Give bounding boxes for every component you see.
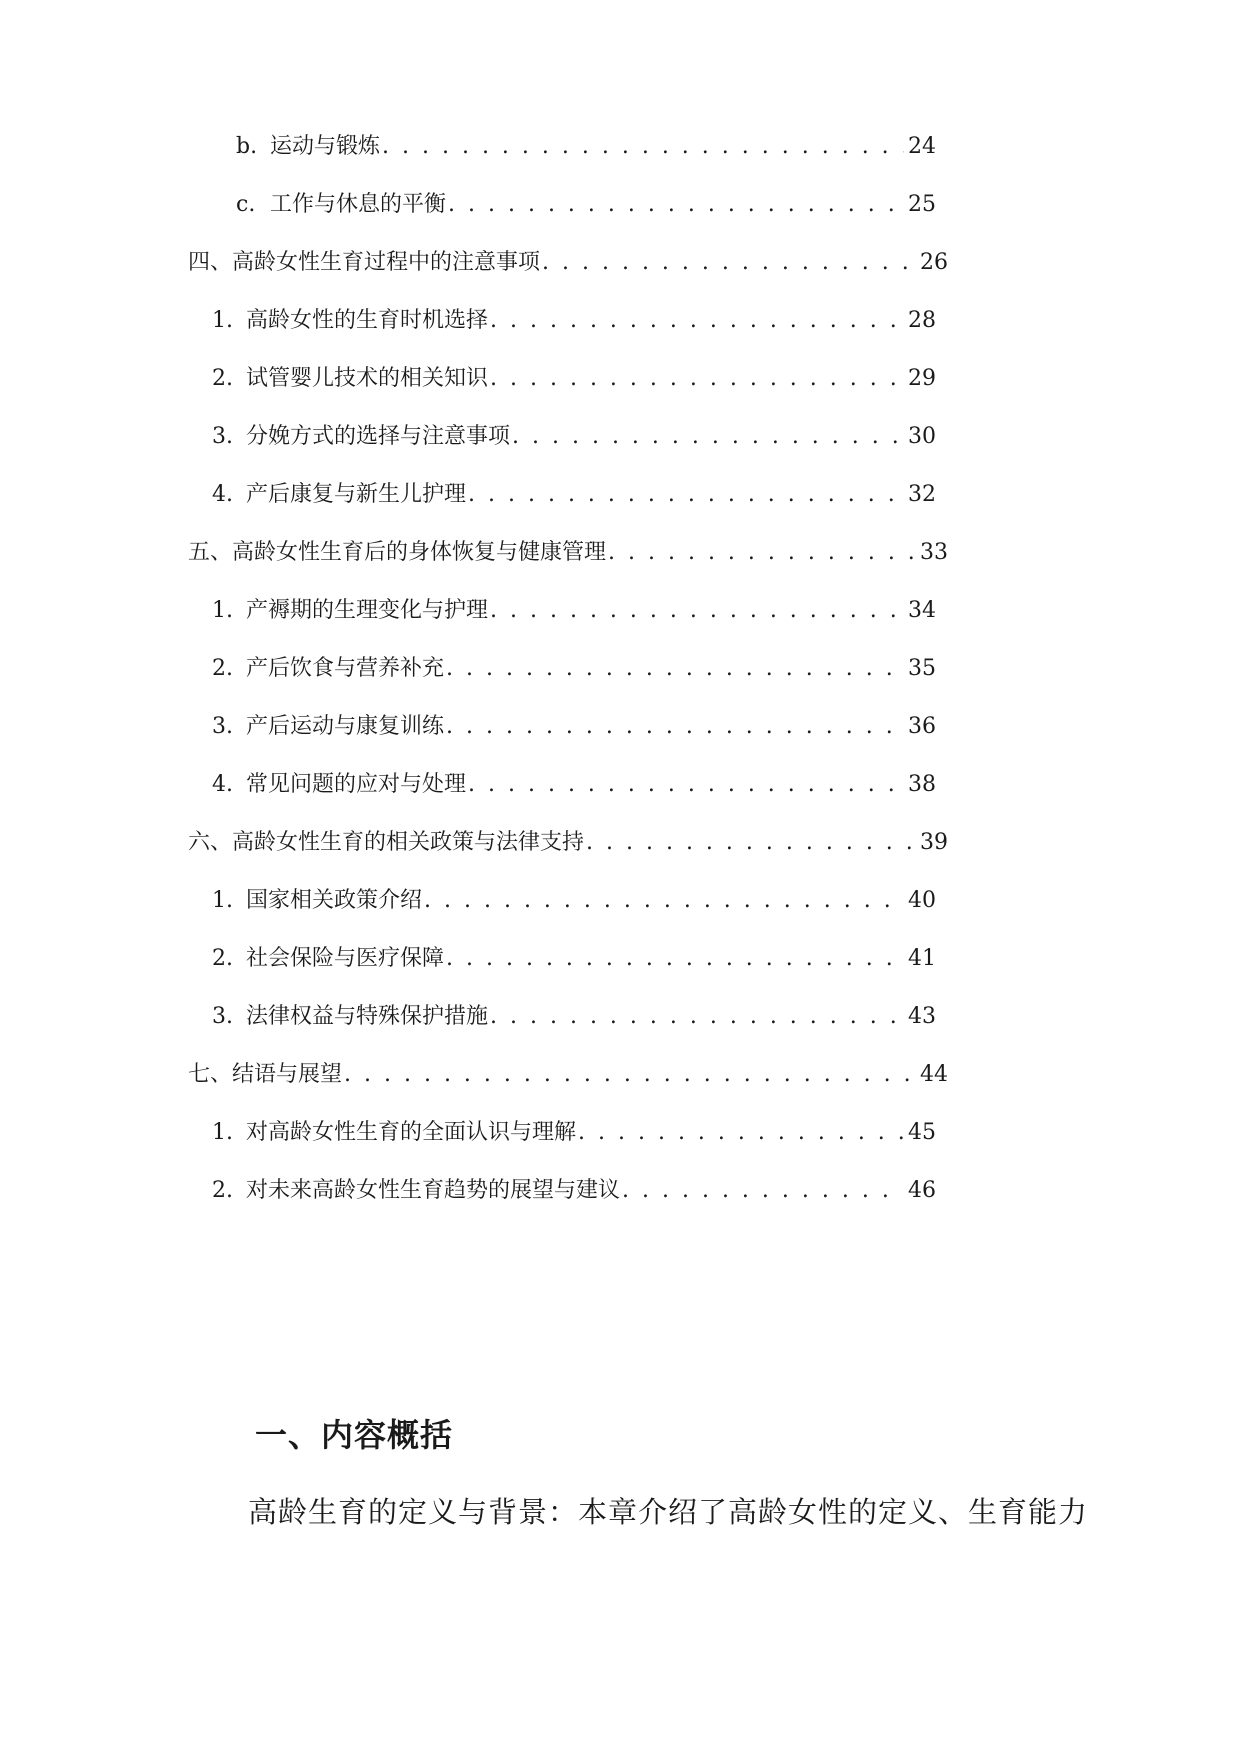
toc-entry[interactable] (212, 707, 936, 747)
toc-dot-leader (446, 939, 904, 979)
toc-entry-number: 4. (212, 482, 233, 507)
toc-entry[interactable] (188, 1055, 948, 1095)
toc-entry-label: 产后康复与新生儿护理 (246, 482, 467, 507)
toc-dot-leader (448, 185, 904, 225)
toc-dot-leader (446, 649, 904, 689)
toc-entry-label: 对未来高龄女性生育趋势的展望与建议 (246, 1178, 621, 1203)
toc-dot-leader (490, 591, 904, 631)
toc-entry-label: 运动与锻炼 (270, 134, 381, 159)
toc-dot-leader (608, 533, 916, 573)
toc-entry-label: 对高龄女性生育的全面认识与理解 (246, 1120, 577, 1145)
toc-dot-leader (586, 823, 916, 863)
toc-entry-page-number: 36 (908, 714, 936, 739)
toc-entry-page-number: 34 (908, 598, 936, 623)
toc-entry-page-number: 29 (908, 366, 936, 391)
toc-entry[interactable] (212, 765, 936, 805)
toc-entry-label: 产后饮食与营养补充 (246, 656, 445, 681)
toc-entry[interactable] (212, 359, 936, 399)
toc-entry-page-number: 44 (920, 1062, 948, 1087)
toc-dot-leader (468, 475, 904, 515)
toc-entry-label: 法律权益与特殊保护措施 (246, 1004, 489, 1029)
toc-entry[interactable] (212, 997, 936, 1037)
toc-entry[interactable] (188, 243, 948, 283)
toc-entry[interactable] (212, 301, 936, 341)
toc-entry-number: 1. (212, 888, 233, 913)
toc-entry[interactable] (212, 1171, 936, 1211)
toc-entry-page-number: 39 (920, 830, 948, 855)
toc-entry-number: 1. (212, 598, 233, 623)
toc-entry-page-number: 38 (908, 772, 936, 797)
toc-entry-label: 七、结语与展望 (188, 1062, 343, 1087)
toc-entry[interactable] (188, 533, 948, 573)
toc-entry[interactable] (212, 649, 936, 689)
toc-entry-label: 常见问题的应对与处理 (246, 772, 467, 797)
toc-entry-number: 3. (212, 714, 233, 739)
toc-entry-page-number: 41 (908, 946, 936, 971)
toc-dot-leader (446, 707, 904, 747)
toc-entry-number: 3. (212, 424, 233, 449)
toc-entry-page-number: 30 (908, 424, 936, 449)
toc-entry-label: 高龄女性的生育时机选择 (246, 308, 489, 333)
toc-dot-leader (490, 997, 904, 1037)
toc-entry-label: 产后运动与康复训练 (246, 714, 445, 739)
toc-entry-page-number: 24 (908, 134, 936, 159)
toc-entry-page-number: 46 (908, 1178, 936, 1203)
toc-entry-page-number: 35 (908, 656, 936, 681)
section-heading: 一、内容概括 (255, 1416, 454, 1454)
toc-dot-leader (578, 1113, 904, 1153)
toc-dot-leader (382, 127, 904, 167)
toc-entry[interactable] (188, 823, 948, 863)
toc-entry-number: 3. (212, 1004, 233, 1029)
toc-entry-page-number: 25 (908, 192, 936, 217)
toc-dot-leader (468, 765, 904, 805)
toc-entry[interactable] (236, 185, 936, 225)
toc-entry-page-number: 32 (908, 482, 936, 507)
toc-entry-number: 2. (212, 946, 233, 971)
toc-entry-page-number: 45 (908, 1120, 936, 1145)
toc-entry[interactable] (212, 417, 936, 457)
toc-entry-number: c. (236, 192, 256, 217)
toc-entry[interactable] (212, 1113, 936, 1153)
toc-entry-number: 1. (212, 308, 233, 333)
toc-entry-label: 工作与休息的平衡 (270, 192, 447, 217)
toc-dot-leader (542, 243, 916, 283)
toc-entry-page-number: 28 (908, 308, 936, 333)
toc-entry-label: 四、高龄女性生育过程中的注意事项 (188, 250, 541, 275)
toc-entry-number: 1. (212, 1120, 233, 1145)
toc-entry[interactable] (212, 881, 936, 921)
toc-dot-leader (490, 301, 904, 341)
toc-entry[interactable] (236, 127, 936, 167)
toc-entry-label: 六、高龄女性生育的相关政策与法律支持 (188, 830, 585, 855)
toc-entry-label: 五、高龄女性生育后的身体恢复与健康管理 (188, 540, 607, 565)
toc-entry-label: 试管婴儿技术的相关知识 (246, 366, 489, 391)
toc-dot-leader (424, 881, 904, 921)
toc-entry-label: 产褥期的生理变化与护理 (246, 598, 489, 623)
toc-entry-label: 社会保险与医疗保障 (246, 946, 445, 971)
toc-entry-page-number: 40 (908, 888, 936, 913)
toc-entry-number: 4. (212, 772, 233, 797)
toc-entry-number: 2. (212, 656, 233, 681)
toc-entry-page-number: 43 (908, 1004, 936, 1029)
toc-entry-page-number: 33 (920, 540, 948, 565)
toc-entry-label: 分娩方式的选择与注意事项 (246, 424, 511, 449)
toc-entry[interactable] (212, 939, 936, 979)
toc-entry-number: b. (236, 134, 258, 159)
toc-dot-leader (622, 1171, 904, 1211)
toc-entry-number: 2. (212, 366, 233, 391)
toc-entry-label: 国家相关政策介绍 (246, 888, 423, 913)
toc-dot-leader (512, 417, 904, 457)
toc-entry-page-number: 26 (920, 250, 948, 275)
toc-dot-leader (490, 359, 904, 399)
toc-entry-number: 2. (212, 1178, 233, 1203)
toc-entry[interactable] (212, 475, 936, 515)
toc-entry[interactable] (212, 591, 936, 631)
body-paragraph: 高龄生育的定义与背景：本章介绍了高龄女性的定义、生育能力 (248, 1495, 1089, 1529)
toc-dot-leader (344, 1055, 916, 1095)
